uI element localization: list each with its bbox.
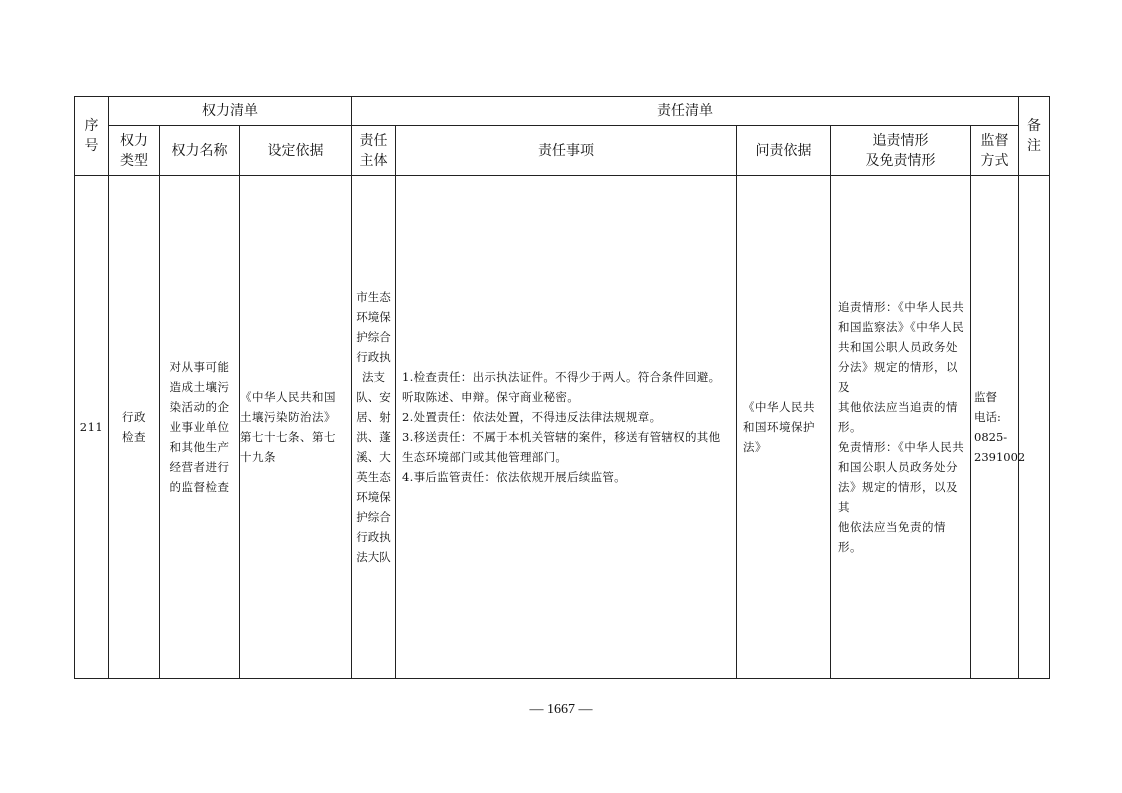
header-seq: 序 号 [75, 97, 109, 176]
cell-accountability-basis: 《中华人民共 和国环境保护 法》 [737, 176, 831, 679]
cell-resp-items: 1.检查责任：出示执法证件。不得少于两人。符合条件回避。 听取陈述、申辩。保守商业秘密。 2.处置责任：依法处置，不得违反法律法规规章。 3.移送责任：不属于本机关管辖的案件，移送有管辖权的其他 生态环境部门或其他管理部门。 4.事后监管责任：依法依规开展后续监管。 [396, 176, 737, 679]
page-number: — 1667 — [529, 702, 593, 717]
header-power-list: 权力清单 [109, 97, 352, 126]
header-remarks: 备 注 [1019, 97, 1050, 176]
cell-resp-subject: 市生态 环境保 护综合 行政执 法支 队、安 居、射 洪、蓬 溪、大 英生态 环境保 护综合 行政执 法大队 [352, 176, 396, 679]
power-responsibility-table [74, 96, 1050, 679]
cell-power-type: 行政 检查 [109, 176, 160, 679]
cell-power-name: 对从事可能 造成土壤污 染活动的企 业事业单位 和其他生产 经营者进行 的监督检查 [160, 176, 240, 679]
header-power-name: 权力名称 [160, 126, 240, 176]
table-row [75, 176, 1050, 679]
header-supervision: 监督 方式 [971, 126, 1019, 176]
header-resp-items: 责任事项 [396, 126, 737, 176]
cell-remarks [1019, 176, 1050, 679]
header-responsibility-list: 责任清单 [352, 97, 1019, 126]
cell-legal-basis: 《中华人民共和国 土壤污染防治法》 第七十七条、第七 十九条 [240, 176, 352, 679]
cell-seq: 211 [75, 176, 109, 679]
cell-accountability-cases: 追责情形：《中华人民共 和国监察法》《中华人民 共和国公职人员政务处 分法》规定的情形，以及 其他依法应当追责的情 形。 免责情形：《中华人民共 和国公职人员政务处分 法》规定的情形，以及其 他依法应当免责的情形。 [831, 176, 971, 679]
cell-supervision: 监督 电话: 0825- 2391002 [971, 176, 1019, 679]
header-legal-basis: 设定依据 [240, 126, 352, 176]
header-accountability-cases: 追责情形 及免责情形 [831, 126, 971, 176]
header-power-type: 权力 类型 [109, 126, 160, 176]
header-resp-subject: 责任 主体 [352, 126, 396, 176]
header-accountability-basis: 问责依据 [737, 126, 831, 176]
